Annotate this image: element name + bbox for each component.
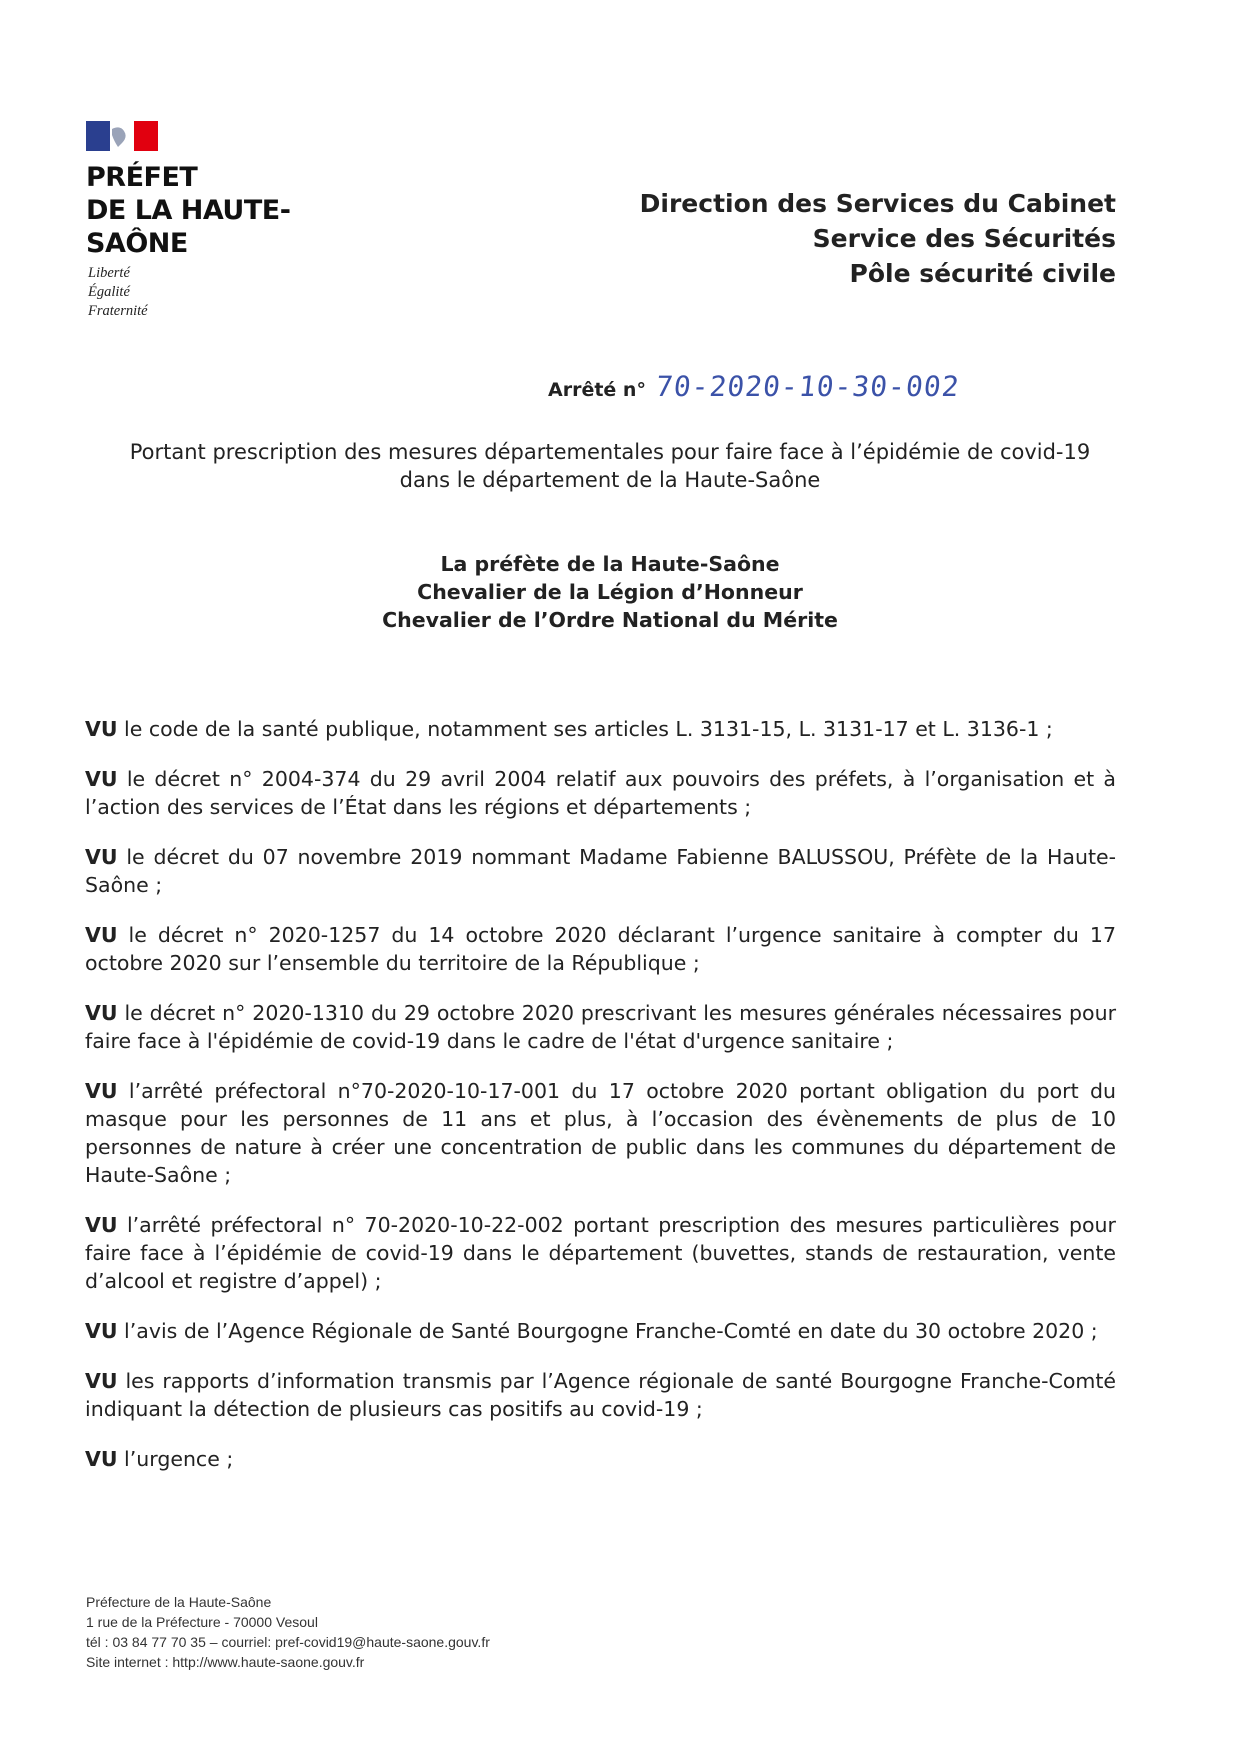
visa-paragraph [85,921,1116,977]
signer-line: Chevalier de la Légion d’Honneur [417,580,803,604]
flag-white-band [110,121,134,151]
prefet-line: SAÔNE [86,228,188,259]
footer-contact: tél : 03 84 77 70 35 – courriel: pref-covid19@haute-saone.gouv.fr [86,1634,490,1650]
flag-red-band [134,121,158,151]
visa-text: le décret n° 2020-1257 du 14 octobre 2020 déclarant l’urgence sanitaire à compter du 17 octobre 2020 sur l’ensemble du territoire de la République ; [85,923,1116,975]
prefecture-footer [86,1592,490,1672]
republic-motto [88,264,148,321]
motto-line: Égalité [88,284,130,300]
visa-text: le décret du 07 novembre 2019 nommant Madame Fabienne BALUSSOU, Préfète de la Haute-Saône ; [85,845,1116,897]
visas-list [85,715,1116,1473]
visa-paragraph [85,999,1116,1055]
visa-prefix: VU [85,767,118,791]
visa-paragraph [85,843,1116,899]
signer-line: La préfète de la Haute-Saône [440,552,780,576]
arrete-label: Arrêté n° [548,379,646,401]
subject-line: Portant prescription des mesures départementales pour faire face à l’épidémie de covid-19 [129,440,1091,464]
visa-paragraph [85,1211,1116,1295]
visa-text: le code de la santé publique, notamment ses articles L. 3131-15, L. 3131-17 et L. 3136-1 ; [124,717,1053,741]
direction-line: Service des Sécurités [812,224,1116,253]
visa-prefix: VU [85,1079,118,1103]
visa-paragraph [85,1367,1116,1423]
footer-address-street: 1 rue de la Préfecture - 70000 Vesoul [86,1614,318,1630]
subject-line: dans le département de la Haute-Saône [399,468,821,492]
prefet-line: DE LA HAUTE- [86,195,291,226]
visa-prefix: VU [85,923,118,947]
visa-text: l’arrêté préfectoral n°70-2020-10-17-001 du 17 octobre 2020 portant obligation du port du masque pour les personnes de 11 ans et plus, à l’occasion des évènements de plus de 10 personnes de nature à créer une concentration de public dans les communes du département de Haute-Saône ; [85,1079,1116,1187]
footer-address-name: Préfecture de la Haute-Saône [86,1594,272,1610]
visa-prefix: VU [85,1319,118,1343]
visa-paragraph [85,1445,1116,1473]
signer-line: Chevalier de l’Ordre National du Mérite [382,608,838,632]
signer-block [90,550,1130,634]
marianne-logo [86,121,158,151]
visa-prefix: VU [85,845,118,869]
arrete-handwritten-number: 70-2020-10-30-002 [654,370,962,403]
visa-text: les rapports d’information transmis par l’Agence régionale de santé Bourgogne Franche-Comté indiquant la détection de plusieurs cas positifs au covid-19 ; [85,1369,1116,1421]
flag-blue-band [86,121,110,151]
visa-prefix: VU [85,1001,118,1025]
direction-line: Pôle sécurité civile [849,259,1116,288]
motto-line: Liberté [88,265,130,281]
visa-paragraph [85,715,1116,743]
direction-line: Direction des Services du Cabinet [639,189,1116,218]
footer-website: Site internet : http://www.haute-saone.gouv.fr [86,1654,365,1670]
visa-paragraph [85,1317,1116,1345]
visa-prefix: VU [85,1213,118,1237]
visa-text: l’urgence ; [124,1447,234,1471]
visa-text: le décret n° 2020-1310 du 29 octobre 2020 prescrivant les mesures générales nécessaires pour faire face à l'épidémie de covid-19 dans le cadre de l'état d'urgence sanitaire ; [85,1001,1116,1053]
prefet-title [86,161,290,260]
arrete-subject [90,438,1130,494]
visa-paragraph [85,1077,1116,1189]
visa-paragraph [85,765,1116,821]
visa-text: le décret n° 2004-374 du 29 avril 2004 relatif aux pouvoirs des préfets, à l’organisation et à l’action des services de l’État dans les régions et départements ; [85,767,1116,819]
visa-prefix: VU [85,717,118,741]
visa-prefix: VU [85,1447,118,1471]
visa-prefix: VU [85,1369,118,1393]
motto-line: Fraternité [88,303,148,319]
prefet-line: PRÉFET [86,162,198,193]
visa-text: l’arrêté préfectoral n° 70-2020-10-22-002 portant prescription des mesures particulières pour faire face à l’épidémie de covid-19 dans le département (buvettes, stands de restauration, vente d’alcool et registre d’appel) ; [85,1213,1116,1293]
marianne-profile-icon [110,121,134,151]
visa-text: l’avis de l’Agence Régionale de Santé Bourgogne Franche-Comté en date du 30 octobre 2020 ; [124,1319,1098,1343]
direction-block [640,186,1116,291]
